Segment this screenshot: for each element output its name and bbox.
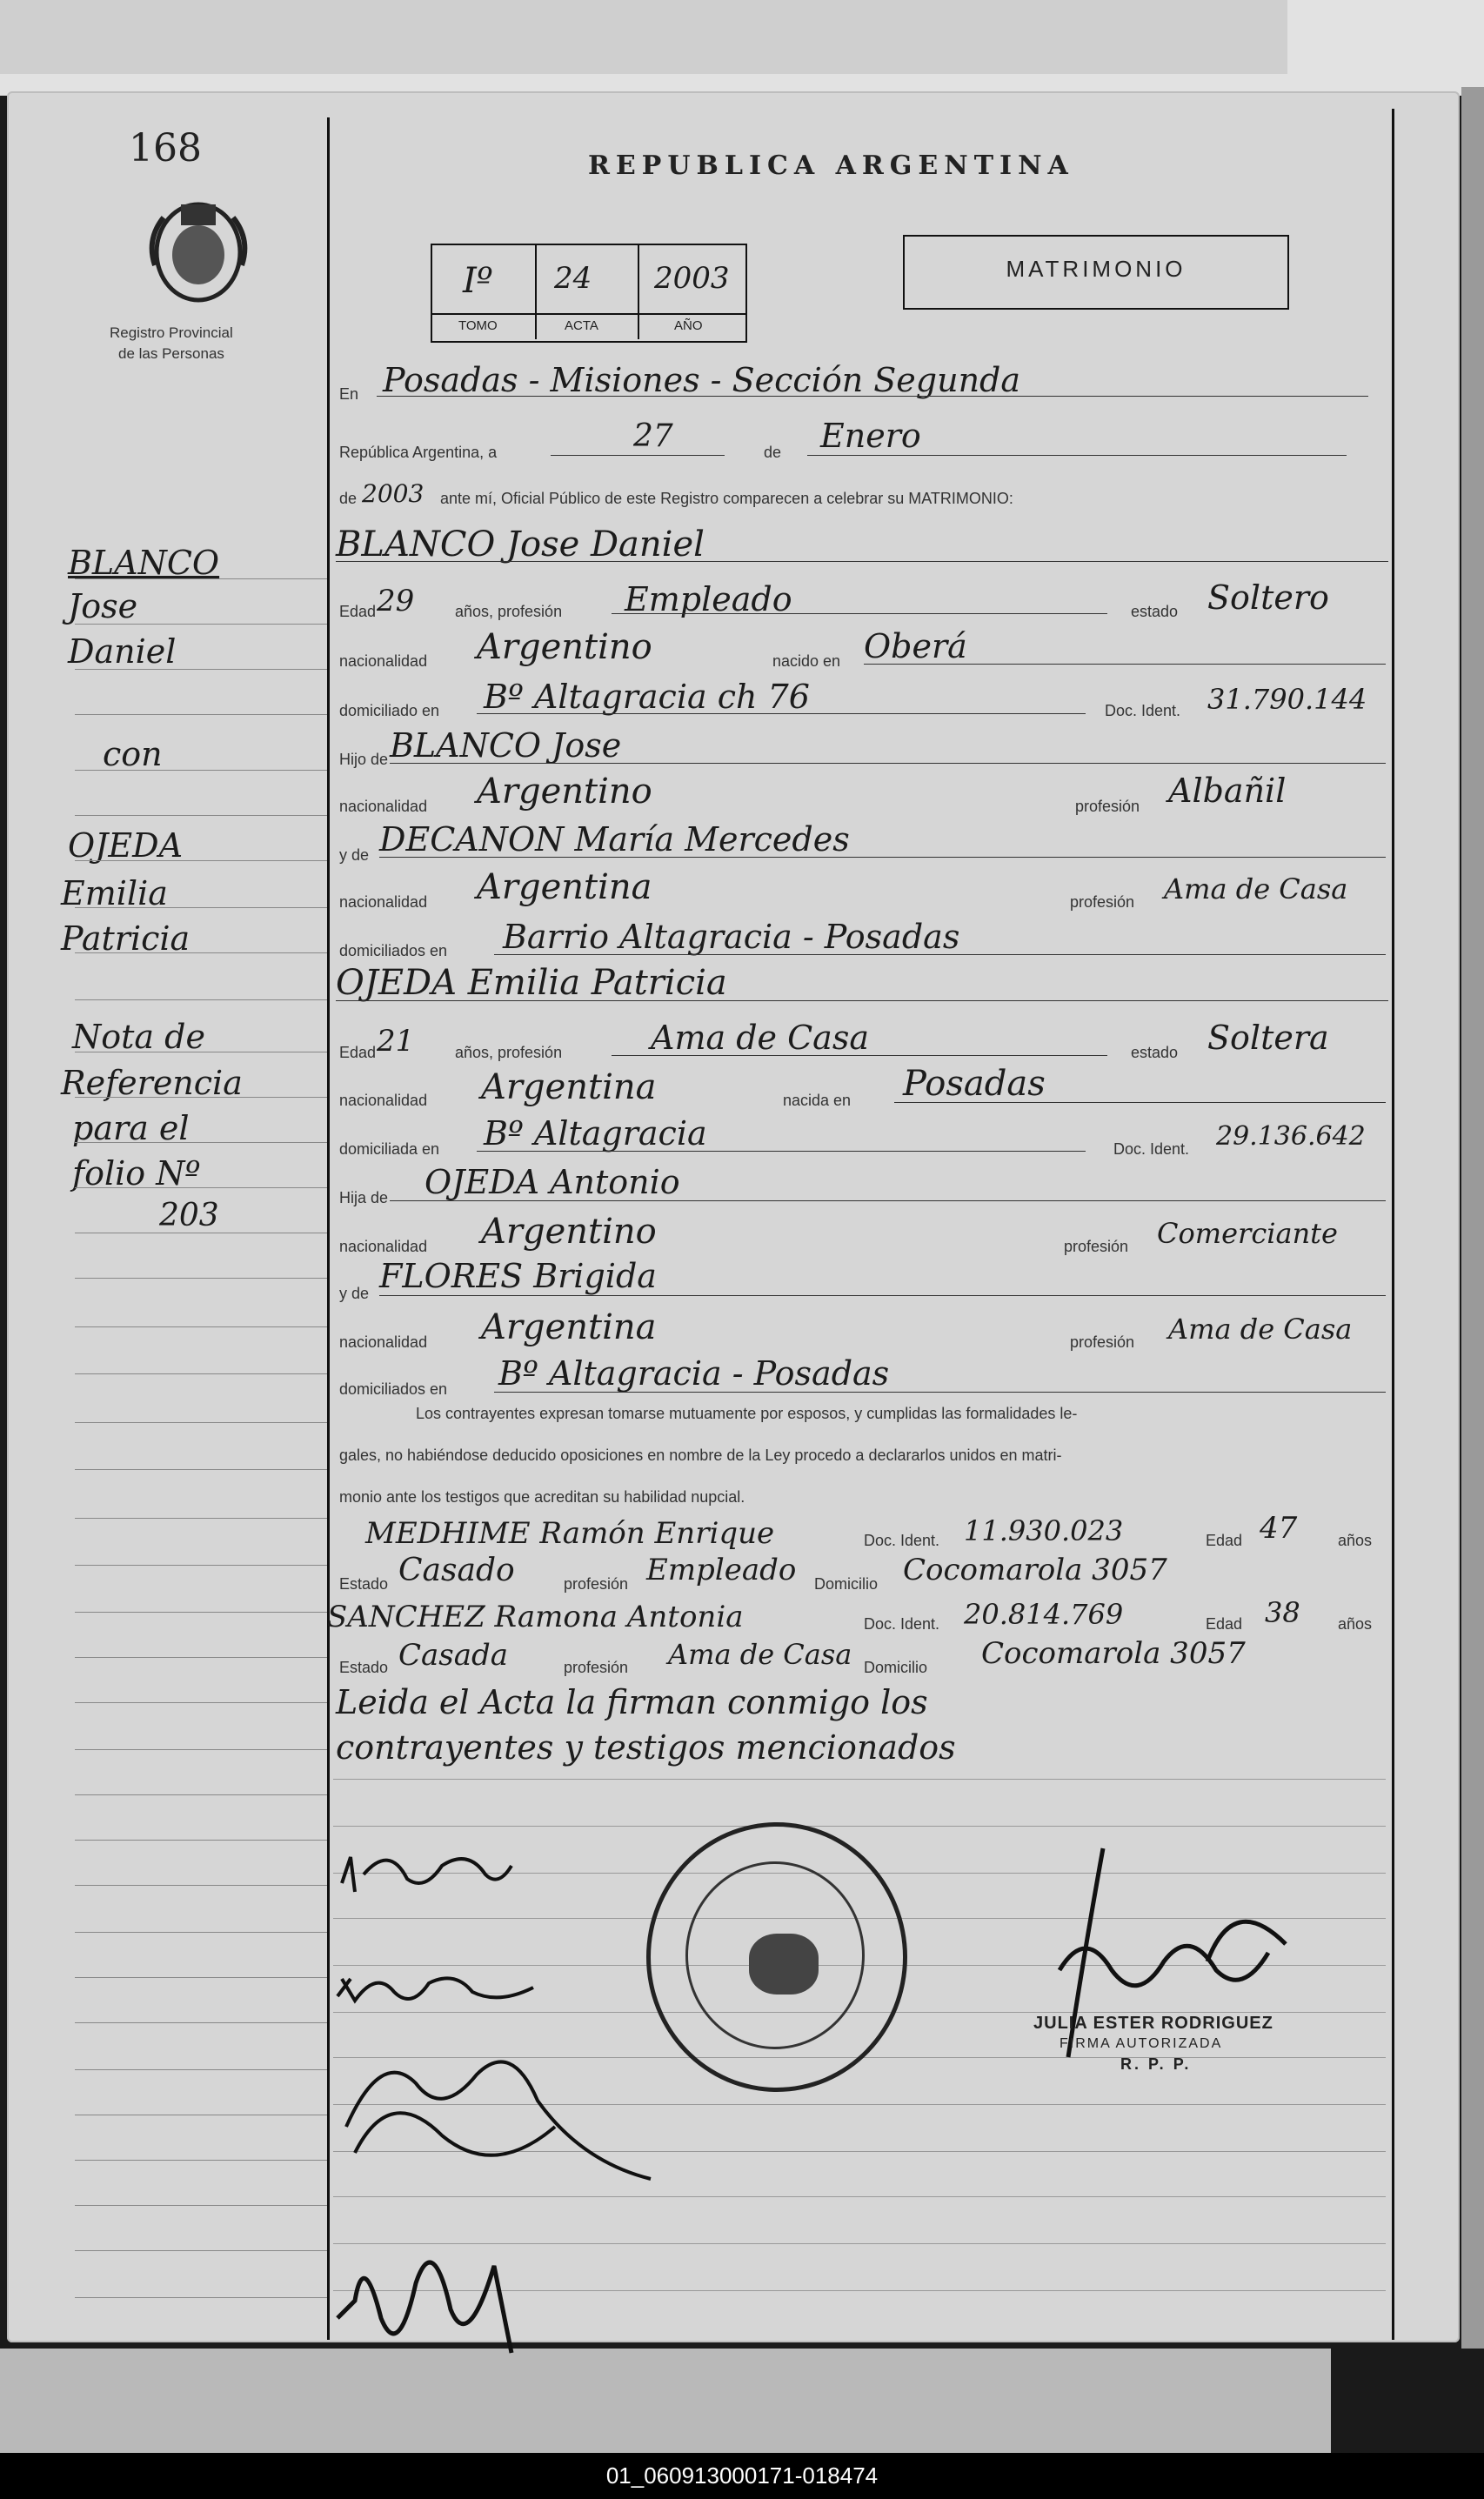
witness2-estado-label: Estado bbox=[339, 1659, 389, 1676]
groom-mother-nationality: Argentina bbox=[477, 867, 652, 907]
witness1-domicilio-label: Domicilio bbox=[814, 1575, 879, 1593]
record-type-box bbox=[903, 235, 1289, 310]
margin-bride-surname: OJEDA bbox=[68, 826, 184, 865]
year-prefix-label: de bbox=[339, 490, 358, 507]
signature-3-icon bbox=[338, 2031, 668, 2209]
bride-father-nationality: Argentino bbox=[481, 1212, 657, 1252]
witness2-edad-label: Edad bbox=[1206, 1615, 1243, 1633]
declaration-line3: monio ante los testigos que acreditan su habilidad nupcial. bbox=[339, 1488, 745, 1506]
groom-doc-label: Doc. Ident. bbox=[1105, 702, 1181, 719]
folio-number: 168 bbox=[129, 126, 202, 170]
register-page bbox=[7, 91, 1460, 2342]
acta-label: ACTA bbox=[565, 318, 598, 333]
witness2-name: SANCHEZ Ramona Antonia bbox=[327, 1600, 744, 1634]
groom-father-nat-label: nacionalidad bbox=[339, 798, 428, 815]
bride-edad-label: Edad bbox=[339, 1044, 377, 1061]
bride-profesion-label: años, profesión bbox=[455, 1044, 563, 1061]
witness1-anos-label: años bbox=[1338, 1532, 1373, 1549]
bride-parents-address: Bº Altagracia - Posadas bbox=[498, 1354, 890, 1393]
witness2-estado: Casada bbox=[398, 1638, 509, 1673]
official-seal bbox=[646, 1822, 907, 2092]
acta-value: 24 bbox=[554, 261, 592, 296]
margin-groom-surname: BLANCO bbox=[68, 544, 220, 582]
margin-note-line3: para el bbox=[72, 1109, 190, 1147]
margin-con: con bbox=[103, 735, 163, 773]
intro-statement: ante mí, Oficial Público de este Registro comparecen a celebrar su MATRIMONIO: bbox=[440, 490, 1013, 507]
witness2-profession: Ama de Casa bbox=[668, 1638, 852, 1671]
groom-doc: 31.790.144 bbox=[1207, 683, 1367, 716]
groom-full-name: BLANCO Jose Daniel bbox=[336, 525, 705, 565]
signature-4-icon bbox=[329, 2214, 538, 2375]
witness2-anos-label: años bbox=[1338, 1615, 1373, 1633]
signature-2-icon bbox=[333, 1961, 542, 2035]
bride-doc: 29.136.642 bbox=[1216, 1121, 1366, 1152]
bride-profession: Ama de Casa bbox=[651, 1019, 869, 1057]
bride-nacionalidad-label: nacionalidad bbox=[339, 1092, 428, 1109]
month-value: Enero bbox=[820, 417, 921, 455]
bride-estado-label: estado bbox=[1131, 1044, 1179, 1061]
coat-of-arms-icon bbox=[142, 187, 255, 313]
witness1-profesion-label: profesión bbox=[564, 1575, 629, 1593]
witness1-edad-label: Edad bbox=[1206, 1532, 1243, 1549]
bride-y-de-label: y de bbox=[339, 1285, 370, 1302]
bride-father-profession: Comerciante bbox=[1157, 1217, 1338, 1250]
record-id-box bbox=[431, 244, 747, 343]
day-value: 27 bbox=[633, 418, 673, 454]
witness1-estado-label: Estado bbox=[339, 1575, 389, 1593]
margin-bride-name1: Emilia bbox=[61, 874, 168, 912]
republica-label: República Argentina, a bbox=[339, 444, 498, 461]
bride-estado: Soltera bbox=[1207, 1019, 1329, 1057]
groom-hijo-label: Hijo de bbox=[339, 751, 389, 768]
groom-nacido-label: nacido en bbox=[772, 652, 841, 670]
registry-line1: Registro Provincial bbox=[110, 324, 233, 341]
groom-domicilio-label: domiciliado en bbox=[339, 702, 440, 719]
official-name: JULIA ESTER RODRIGUEZ bbox=[1033, 2014, 1273, 2033]
groom-parents-dom-label: domiciliados en bbox=[339, 942, 448, 959]
groom-mother-prof-label: profesión bbox=[1070, 893, 1135, 911]
witness1-estado: Casado bbox=[398, 1553, 515, 1588]
declaration-line1: Los contrayentes expresan tomarse mutuamente por esposos, y cumplidas las formalidades le- bbox=[416, 1405, 1078, 1422]
witness2-domicilio-label: Domicilio bbox=[864, 1659, 928, 1676]
groom-mother-nat-label: nacionalidad bbox=[339, 893, 428, 911]
year-value: 2003 bbox=[362, 479, 424, 508]
tomo-label: TOMO bbox=[458, 318, 498, 333]
witness1-name: MEDHIME Ramón Enrique bbox=[365, 1516, 775, 1551]
groom-estado: Soltero bbox=[1207, 578, 1329, 617]
witness1-doc: 11.930.023 bbox=[964, 1514, 1124, 1547]
groom-estado-label: estado bbox=[1131, 603, 1179, 620]
groom-father-prof-label: profesión bbox=[1075, 798, 1140, 815]
margin-note-line5: 203 bbox=[159, 1198, 219, 1233]
closing-line1: Leida el Acta la firman conmigo los bbox=[336, 1683, 928, 1721]
groom-nationality: Argentino bbox=[477, 627, 652, 667]
groom-mother: DECANON María Mercedes bbox=[379, 820, 850, 859]
groom-father: BLANCO Jose bbox=[390, 726, 622, 765]
groom-profesion-label: años, profesión bbox=[455, 603, 563, 620]
bride-mother: FLORES Brigida bbox=[379, 1257, 657, 1295]
ano-value: 2003 bbox=[654, 261, 730, 296]
bride-hija-label: Hija de bbox=[339, 1189, 389, 1206]
margin-rule bbox=[327, 117, 330, 2340]
bride-mother-prof-label: profesión bbox=[1070, 1333, 1135, 1351]
book-edge bbox=[1461, 87, 1484, 2349]
witness2-doc-label: Doc. Ident. bbox=[864, 1615, 940, 1633]
groom-age: 29 bbox=[377, 584, 415, 618]
bride-mother-profession: Ama de Casa bbox=[1168, 1313, 1353, 1346]
witness1-age: 47 bbox=[1260, 1511, 1298, 1546]
witness2-profesion-label: profesión bbox=[564, 1659, 629, 1676]
bride-nationality: Argentina bbox=[481, 1067, 657, 1107]
background-top-sheet bbox=[0, 0, 1287, 74]
record-type: MATRIMONIO bbox=[1006, 256, 1187, 282]
ano-label: AÑO bbox=[674, 318, 703, 333]
groom-nacionalidad-label: nacionalidad bbox=[339, 652, 428, 670]
groom-address: Bº Altagracia ch 76 bbox=[484, 678, 810, 716]
place-value: Posadas - Misiones - Sección Segunda bbox=[383, 361, 1021, 399]
groom-father-profession: Albañil bbox=[1168, 772, 1287, 810]
country-title: REPUBLICA ARGENTINA bbox=[588, 150, 1074, 181]
witness2-age: 38 bbox=[1265, 1596, 1300, 1629]
closing-line2: contrayentes y testigos mencionados bbox=[336, 1728, 956, 1767]
en-label: En bbox=[339, 385, 359, 403]
witness2-doc: 20.814.769 bbox=[964, 1598, 1124, 1631]
margin-note-line4: folio Nº bbox=[72, 1154, 201, 1193]
margin-note-line2: Referencia bbox=[61, 1064, 243, 1102]
background-bottom bbox=[0, 2349, 1331, 2453]
margin-groom-name1: Jose bbox=[68, 587, 138, 625]
right-rule bbox=[1392, 109, 1394, 2340]
bride-father-nat-label: nacionalidad bbox=[339, 1238, 428, 1255]
bride-birthplace: Posadas bbox=[903, 1064, 1046, 1104]
signature-1-icon bbox=[338, 1840, 520, 1914]
witness1-doc-label: Doc. Ident. bbox=[864, 1532, 940, 1549]
groom-birthplace: Oberá bbox=[864, 627, 967, 665]
bride-doc-label: Doc. Ident. bbox=[1113, 1140, 1190, 1158]
bride-mother-nationality: Argentina bbox=[481, 1307, 657, 1347]
groom-edad-label: Edad bbox=[339, 603, 377, 620]
official-title: FIRMA AUTORIZADA bbox=[1060, 2036, 1223, 2051]
official-org: R. P. P. bbox=[1120, 2055, 1192, 2073]
de-label: de bbox=[764, 444, 782, 461]
bride-father-prof-label: profesión bbox=[1064, 1238, 1129, 1255]
groom-mother-profession: Ama de Casa bbox=[1164, 872, 1348, 905]
bride-age: 21 bbox=[377, 1024, 415, 1059]
bride-nacida-label: nacida en bbox=[783, 1092, 852, 1109]
groom-y-de-label: y de bbox=[339, 846, 370, 864]
groom-parents-address: Barrio Altagracia - Posadas bbox=[503, 918, 960, 956]
bride-full-name: OJEDA Emilia Patricia bbox=[336, 963, 727, 1003]
witness1-address: Cocomarola 3057 bbox=[903, 1553, 1167, 1587]
bride-domicilio-label: domiciliada en bbox=[339, 1140, 440, 1158]
footer-file-id: 01_060913000171-018474 bbox=[0, 2453, 1484, 2499]
bride-parents-dom-label: domiciliados en bbox=[339, 1380, 448, 1398]
groom-profession: Empleado bbox=[625, 580, 792, 618]
bride-mother-nat-label: nacionalidad bbox=[339, 1333, 428, 1351]
witness2-address: Cocomarola 3057 bbox=[981, 1636, 1246, 1671]
margin-bride-name2: Patricia bbox=[61, 919, 191, 958]
bride-address: Bº Altagracia bbox=[484, 1114, 707, 1153]
witness1-profession: Empleado bbox=[646, 1553, 797, 1587]
bride-father: OJEDA Antonio bbox=[424, 1163, 680, 1201]
groom-father-nationality: Argentino bbox=[477, 772, 652, 812]
margin-note-line1: Nota de bbox=[72, 1018, 205, 1056]
registry-line2: de las Personas bbox=[118, 345, 224, 362]
margin-groom-name2: Daniel bbox=[68, 632, 177, 671]
declaration-line2: gales, no habiéndose deducido oposiciones en nombre de la Ley procedo a declararlos unidos en matri- bbox=[339, 1447, 1062, 1464]
tomo-value: Iº bbox=[463, 261, 493, 301]
